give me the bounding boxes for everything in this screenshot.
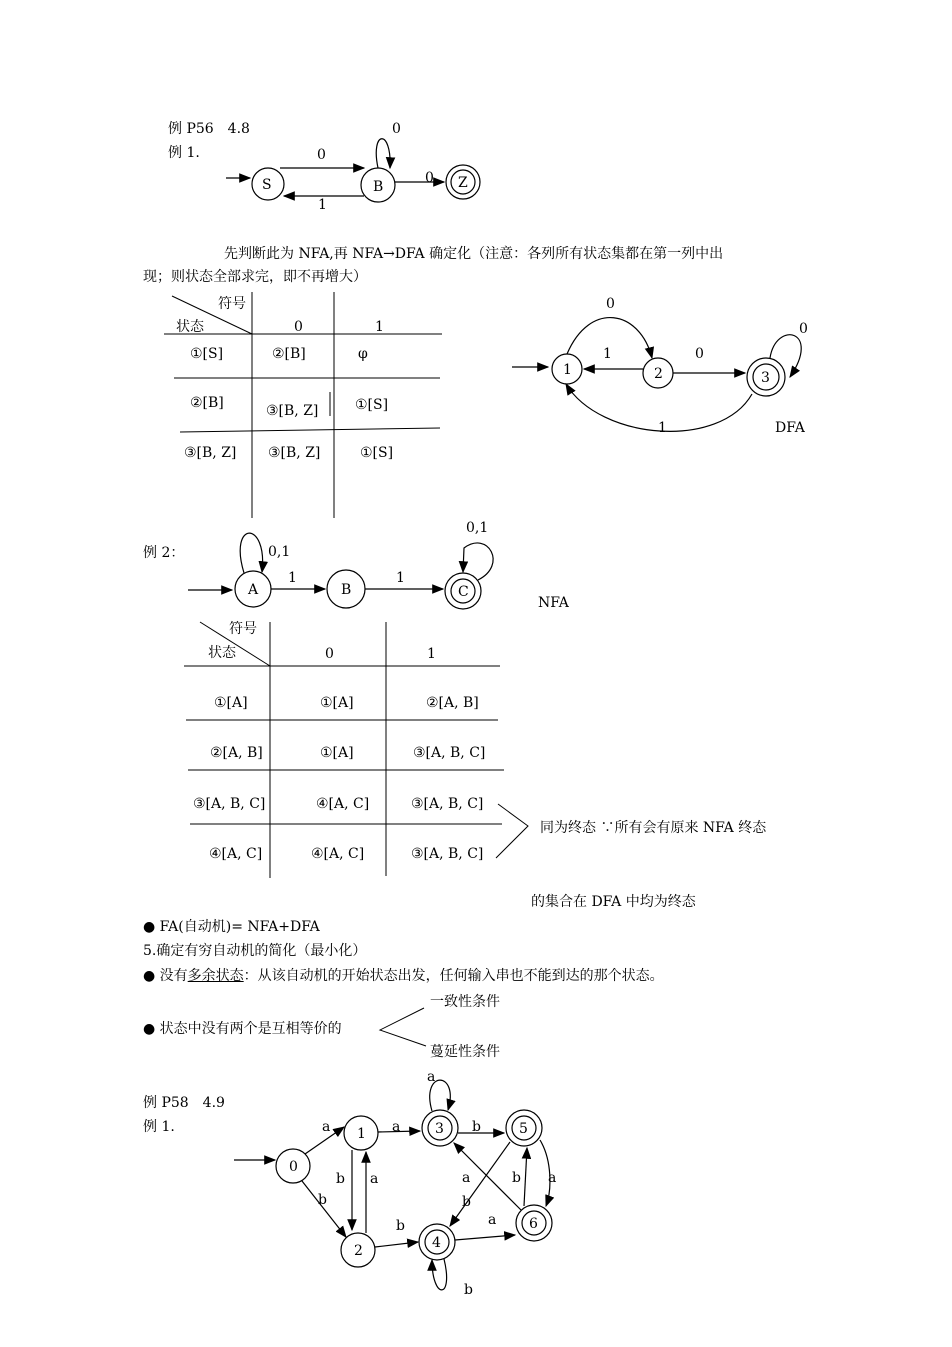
paragraph-line-1: 先判断此为 NFA,再 NFA→DFA 确定化（注意：各列所有状态集都在第一列中出 [224,246,724,262]
edge-label: b [472,1119,481,1135]
edge-label: b [462,1194,471,1210]
table2-cell: ①[A] [320,695,354,711]
edge-label: a [427,1069,436,1085]
edge-label: 1 [288,570,297,586]
edge-label: 1 [603,346,612,362]
dfa-label: DFA [775,420,805,436]
table1-cell: ②[B] [272,346,306,362]
edge-label: a [370,1171,379,1187]
edge-label: 0,1 [268,544,291,560]
condition-consistency: 一致性条件 [430,994,500,1010]
edge-label: 0 [799,321,808,337]
table2-cell: ①[A] [214,695,248,711]
table1-cell: ①[S] [360,445,394,461]
table2-col0: 0 [325,646,334,662]
edge-label: 0 [425,170,434,186]
dfa-state: 1 [563,362,572,378]
state-5: 5 [519,1121,528,1137]
dfa-state: 2 [654,366,663,382]
example-header: 例 P56 4.8 [168,121,250,137]
table2-cell: ③[A, B, C] [193,796,266,812]
table1-corner-state: 状态 [176,319,204,335]
edge-label: a [322,1119,331,1135]
table2-cell: ②[A, B] [210,745,263,761]
edge-label: 1 [396,570,405,586]
state-c: C [458,584,469,600]
table1-cell: φ [358,346,368,362]
example-3-header: 例 P58 4.9 [143,1095,225,1111]
table2-corner-state: 状态 [208,645,236,661]
table1-cell: ②[B] [190,395,224,411]
condition-propagation: 蔓延性条件 [430,1044,500,1060]
state-s: S [262,177,272,193]
example-2-header: 例 2： [143,545,185,561]
edge-label: 0 [695,346,704,362]
edge-label: a [392,1119,401,1135]
bullet-prefix: ● 没有 [143,968,188,984]
edge-label: b [464,1282,473,1298]
example-subheader: 例 1. [168,145,200,161]
table1-cell: ①[S] [355,397,389,413]
table1-corner-symbol: 符号 [218,296,246,312]
table1-cell: ③[B, Z] [266,403,319,419]
table1-cell: ③[B, Z] [268,445,321,461]
table1-col0: 0 [294,319,303,335]
state-b: B [373,179,384,195]
paragraph-line-2: 现；则状态全部求完，即不再增大） [143,269,367,285]
table2-cell: ③[A, B, C] [411,846,484,862]
state-1: 1 [357,1126,366,1142]
edge-label: 0 [317,147,326,163]
edge-label: b [396,1218,405,1234]
edge-label: a [548,1170,557,1186]
bullet-definition: ：从该自动机的开始状态出发，任何输入串也不能到达的那个状态。 [243,968,664,984]
state-3: 3 [435,1121,444,1137]
state-6: 6 [529,1216,538,1232]
edge-label: 1 [658,420,667,436]
state-0: 0 [289,1159,298,1175]
table2-cell: ④[A, C] [311,846,365,862]
edge-label: b [512,1170,521,1186]
bullet-fa: ● FA(自动机)= NFA+DFA [143,919,320,935]
edge-label: b [318,1192,327,1208]
edge-label: a [488,1212,497,1228]
edge-label: b [336,1171,345,1187]
state-z: Z [458,175,468,191]
edge-label: 0,1 [466,520,489,536]
edge-label: 1 [318,197,327,213]
table2-cell: ③[A, B, C] [413,745,486,761]
state-a: A [248,582,259,598]
table2-cell: ④[A, C] [316,796,370,812]
table1-col1: 1 [375,319,384,335]
edge-label: 0 [606,296,615,312]
table2-cell: ④[A, C] [209,846,263,862]
term-redundant-states: 多余状态 [187,968,244,984]
table2-cell: ①[A] [320,745,354,761]
state-4: 4 [432,1235,441,1251]
edge-label: a [462,1170,471,1186]
table2-corner-symbol: 符号 [229,621,257,637]
state-b: B [341,582,352,598]
section-heading: 5.确定有穷自动机的简化（最小化） [143,943,367,959]
table2-col1: 1 [427,646,436,662]
nfa-label: NFA [538,595,569,611]
example-3-subheader: 例 1. [143,1119,175,1135]
table1-cell: ①[S] [190,346,224,362]
table2-note-line-1: 同为终态 ∵所有会有原来 NFA 终态 [540,820,767,836]
table2-cell: ②[A, B] [426,695,479,711]
edge-label: 0 [392,121,401,137]
dfa-state: 3 [761,370,770,386]
table2-cell: ③[A, B, C] [411,796,484,812]
bullet-equivalence: ● 状态中没有两个是互相等价的 [143,1021,342,1037]
table2-note-line-2: 的集合在 DFA 中均为终态 [531,894,696,910]
state-2: 2 [354,1243,363,1259]
table1-cell: ③[B, Z] [184,445,237,461]
